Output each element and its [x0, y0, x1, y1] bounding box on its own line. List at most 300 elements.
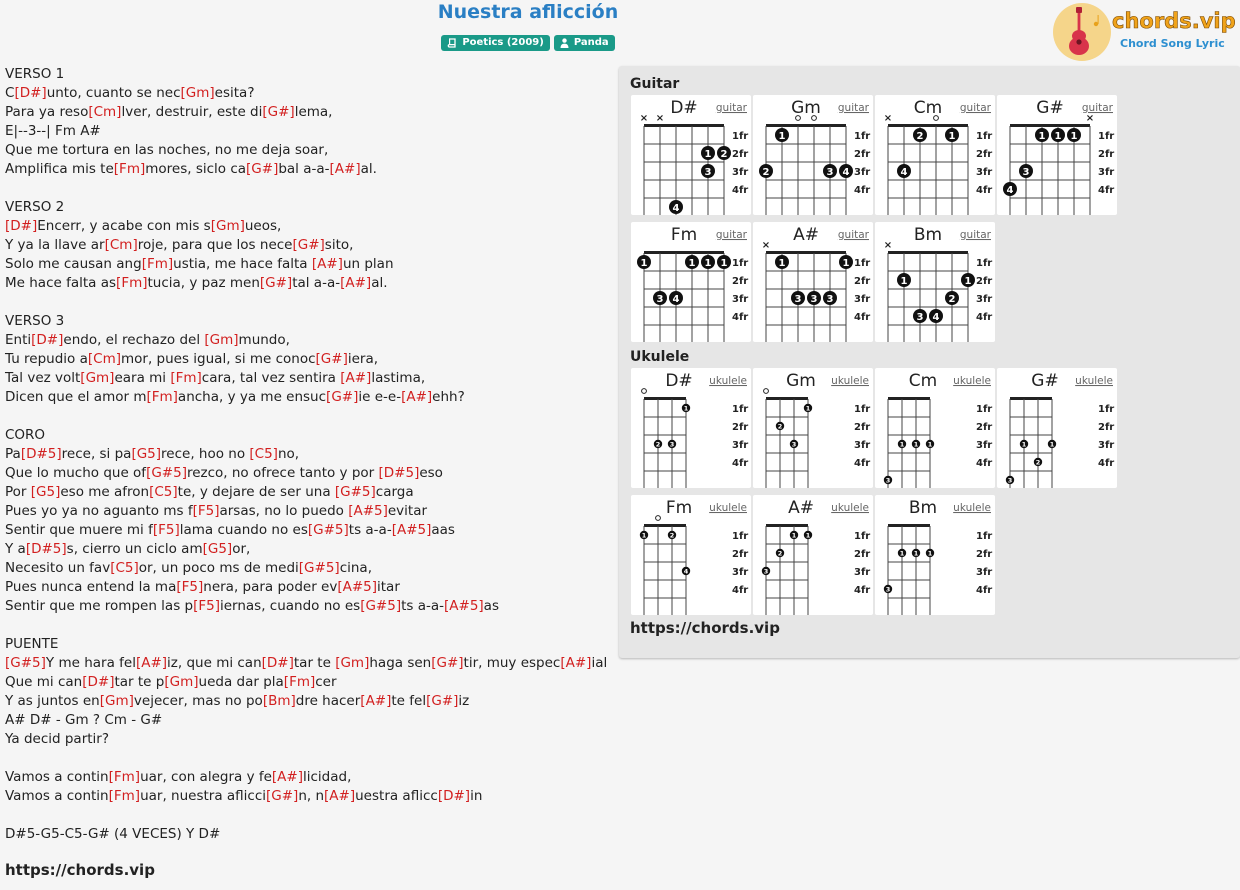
chord-marker[interactable]: [G#]: [326, 389, 359, 405]
finger-number: 1: [640, 258, 648, 269]
chord-marker[interactable]: [D#]: [437, 788, 471, 804]
chord-marker[interactable]: [C5]: [149, 484, 178, 500]
finger-number: 3: [885, 585, 891, 594]
lyric-line: [5, 445, 615, 464]
lyric-text: ueos,: [244, 218, 282, 234]
chord-marker[interactable]: [G#]: [262, 104, 295, 120]
lyric-line: [5, 426, 615, 445]
chord-marker[interactable]: [Fm]: [108, 788, 141, 804]
lyric-text: D#5-G5-C5-G# (4 VECES) Y D#: [5, 826, 221, 842]
chord-marker[interactable]: [Fm]: [141, 256, 174, 272]
instrument-link[interactable]: guitar: [959, 229, 991, 241]
lyric-text: esita?: [214, 85, 255, 101]
finger-number: 1: [1054, 131, 1062, 142]
ukulele-chord-card-cm[interactable]: [875, 368, 995, 488]
fret-label: 1fr: [854, 258, 871, 269]
lyric-text: lastima,: [371, 370, 426, 386]
fret-label: 2fr: [854, 422, 871, 433]
fret-label: 1fr: [1098, 131, 1115, 142]
chord-marker[interactable]: [C5]: [249, 446, 278, 462]
finger-number: 1: [913, 440, 919, 449]
finger-number: 1: [1038, 131, 1046, 142]
finger-number: 4: [672, 294, 680, 305]
lyric-text: carga: [375, 484, 414, 500]
finger-number: 3: [810, 294, 818, 305]
lyric-line: [5, 198, 615, 217]
chord-marker[interactable]: [A#5]: [348, 503, 388, 519]
ukulele-chord-card-bm[interactable]: [875, 495, 995, 615]
chord-marker[interactable]: [Fm]: [113, 161, 146, 177]
lyric-text: Sentir que muere mi f: [5, 522, 153, 538]
lyric-text: VERSO 3: [5, 313, 65, 329]
chord-marker[interactable]: [Gm]: [80, 370, 115, 386]
finger-number: 1: [927, 440, 933, 449]
lyric-text: Y ya la llave ar: [5, 237, 105, 253]
finger-number: 1: [778, 258, 786, 269]
ukulele-chord-card-gsharp[interactable]: [997, 368, 1117, 488]
chord-marker[interactable]: [Gm]: [204, 332, 239, 348]
chord-marker[interactable]: [A#]: [360, 693, 392, 709]
lyric-text: eso: [419, 465, 443, 481]
chord-name: Cm: [913, 98, 943, 118]
fret-label: 2fr: [976, 549, 993, 560]
finger-number: 3: [1022, 167, 1030, 178]
chord-name: Gm: [786, 371, 816, 391]
fret-label: 3fr: [854, 440, 871, 451]
lyric-text: ancha, y ya me ensuc: [177, 389, 327, 405]
instrument-link[interactable]: guitar: [715, 102, 747, 114]
instrument-link[interactable]: guitar: [715, 229, 747, 241]
finger-number: 1: [683, 404, 689, 413]
chord-name: G#: [1036, 98, 1064, 118]
lyric-text: rece, hoo no: [161, 446, 250, 462]
chord-marker[interactable]: [F5]: [192, 503, 220, 519]
chord-marker[interactable]: [G#5]: [298, 560, 340, 576]
lyric-text: tal a-a-: [292, 275, 341, 291]
chord-name: Cm: [908, 371, 938, 391]
chord-marker[interactable]: [D#5]: [25, 541, 67, 557]
chord-name: Gm: [791, 98, 821, 118]
lyric-text: Enti: [5, 332, 32, 348]
finger-number: 3: [916, 312, 924, 323]
song-badges: [0, 35, 1056, 51]
chord-marker[interactable]: [G#]: [259, 275, 293, 291]
fret-label: 4fr: [732, 312, 749, 323]
lyrics-footer-link[interactable]: https://chords.vip: [5, 861, 155, 879]
chord-nut: [766, 524, 808, 527]
lyric-text: endo, el rechazo del: [63, 332, 205, 348]
finger-number: 1: [704, 149, 712, 160]
guitar-chord-card-gm[interactable]: [753, 95, 873, 215]
logo-tagline: Chord Song Lyric: [1120, 37, 1225, 50]
chord-marker[interactable]: [Fm]: [108, 769, 141, 785]
lyric-text: Pa: [5, 446, 21, 462]
guitar-chord-card-bm[interactable]: [875, 222, 995, 342]
lyric-text: ehh?: [432, 389, 465, 405]
lyric-text: Y as juntos en: [5, 693, 100, 709]
chord-marker[interactable]: [A#]: [329, 161, 361, 177]
lyric-line: [5, 711, 615, 730]
chord-marker[interactable]: [Gm]: [210, 218, 245, 234]
lyric-line: [5, 293, 615, 312]
chord-nut: [1010, 124, 1090, 127]
fret-label: 3fr: [1098, 167, 1115, 178]
lyric-text: no,: [277, 446, 300, 462]
guitar-chord-card-asharp[interactable]: [753, 222, 873, 342]
chord-marker[interactable]: [D#]: [31, 332, 64, 348]
finger-number: 2: [762, 167, 770, 178]
fret-label: 4fr: [1098, 185, 1115, 196]
finger-number: 1: [720, 258, 728, 269]
song-title: Nuestra aflicción: [437, 1, 619, 23]
chord-marker[interactable]: [A#]: [271, 769, 303, 785]
lyric-text: al.: [371, 275, 388, 291]
chord-marker[interactable]: [D#]: [14, 85, 47, 101]
chord-marker[interactable]: [Gm]: [180, 85, 215, 101]
chord-marker[interactable]: [Cm]: [104, 237, 138, 253]
finger-number: 4: [672, 203, 680, 214]
chord-marker[interactable]: [Cm]: [88, 104, 122, 120]
finger-number: 3: [791, 440, 797, 449]
chord-marker[interactable]: [G#]: [292, 237, 325, 253]
chord-marker[interactable]: [G5]: [131, 446, 162, 462]
finger-number: 3: [794, 294, 802, 305]
finger-number: 2: [655, 440, 661, 449]
lyric-line: [5, 274, 615, 293]
finger-number: 1: [778, 131, 786, 142]
lyric-text: Tu repudio a: [5, 351, 88, 367]
fret-label: 4fr: [854, 458, 871, 469]
finger-number: 3: [656, 294, 664, 305]
chord-marker[interactable]: [A#]: [135, 655, 168, 671]
lyric-text: un plan: [342, 256, 394, 272]
fret-label: 1fr: [1098, 404, 1115, 415]
chord-marker[interactable]: [D#]: [261, 655, 294, 671]
lyric-text: Me hace falta as: [5, 275, 117, 291]
lyric-text: eso me afron: [60, 484, 150, 500]
chord-marker[interactable]: [A#]: [340, 275, 372, 291]
chord-marker[interactable]: [A#]: [401, 389, 433, 405]
muted-string-marker: ×: [639, 113, 649, 124]
finger-number: 3: [763, 567, 769, 576]
chord-marker[interactable]: [D#]: [82, 674, 115, 690]
lyric-line: [5, 65, 615, 84]
lyric-text: Y me hara fel: [45, 655, 136, 671]
finger-number: 1: [1070, 131, 1078, 142]
muted-string-marker: ×: [1085, 113, 1095, 124]
lyric-text: Ya decid partir?: [5, 731, 110, 747]
lyric-text: rece, si pa: [61, 446, 132, 462]
fret-label: 2fr: [1098, 422, 1115, 433]
lyric-text: aas: [431, 522, 455, 538]
finger-number: 3: [704, 167, 712, 178]
lyric-line: [5, 312, 615, 331]
fret-label: 4fr: [732, 458, 749, 469]
lyric-line: [5, 331, 615, 350]
chord-marker[interactable]: [Fm]: [146, 389, 178, 405]
chord-marker[interactable]: [Gm]: [335, 655, 370, 671]
lyric-text: iz, que mi can: [167, 655, 262, 671]
lyric-text: unto, cuanto se nec: [46, 85, 181, 101]
lyric-line: [5, 255, 615, 274]
lyric-line: [5, 635, 615, 654]
fret-label: 3fr: [976, 294, 993, 305]
instrument-link[interactable]: ukulele: [831, 502, 869, 514]
logo-brand: chords.vip: [1112, 9, 1236, 33]
lyric-text: Vamos a contin: [5, 769, 109, 785]
fret-label: 3fr: [976, 567, 993, 578]
chord-marker[interactable]: [Gm]: [99, 693, 134, 709]
lyric-line: [5, 84, 615, 103]
lyric-text: Que lo mucho que of: [5, 465, 147, 481]
instrument-link[interactable]: ukulele: [953, 375, 991, 387]
chord-marker[interactable]: [Bm]: [262, 693, 296, 709]
lyric-line: [5, 483, 615, 502]
lyric-line: [5, 787, 615, 806]
chord-marker[interactable]: [G#5]: [334, 484, 376, 500]
chord-marker[interactable]: [A#5]: [391, 522, 432, 538]
finger-number: 1: [964, 276, 972, 287]
muted-string-marker: ×: [655, 113, 665, 124]
chord-name: A#: [793, 225, 819, 245]
lyric-line: [5, 825, 615, 844]
chord-marker[interactable]: [G#5]: [5, 655, 46, 671]
finger-number: 1: [948, 131, 956, 142]
fret-label: 4fr: [732, 185, 749, 196]
fret-label: 2fr: [732, 276, 749, 287]
guitar-chord-card-gsharp[interactable]: [997, 95, 1117, 215]
open-string-marker: [764, 389, 769, 394]
lyric-text: Y a: [5, 541, 26, 557]
guitar-chord-card-cm[interactable]: [875, 95, 995, 215]
lyric-line: [5, 654, 615, 673]
chord-marker[interactable]: [Gm]: [164, 674, 199, 690]
chord-name: Bm: [908, 498, 938, 518]
lyric-text: Necesito un fav: [5, 560, 111, 576]
chord-nut: [888, 251, 968, 254]
lyric-line: [5, 369, 615, 388]
muted-string-marker: ×: [761, 240, 771, 251]
fret-label: 2fr: [976, 276, 993, 287]
fret-label: 3fr: [854, 167, 871, 178]
chord-marker[interactable]: [F5]: [152, 522, 180, 538]
chord-marker[interactable]: [Fm]: [170, 370, 202, 386]
chord-nut: [888, 124, 968, 127]
chord-marker[interactable]: [A#]: [311, 256, 343, 272]
lyric-text: iz: [458, 693, 470, 709]
chord-marker[interactable]: [A#]: [324, 788, 356, 804]
panel-footer-link[interactable]: https://chords.vip: [630, 619, 780, 637]
lyric-line: [5, 540, 615, 559]
fret-label: 4fr: [854, 585, 871, 596]
chord-marker[interactable]: [G#]: [266, 788, 299, 804]
chord-nut: [644, 124, 724, 127]
chord-marker[interactable]: [G5]: [30, 484, 61, 500]
lyric-text: eara mi: [114, 370, 171, 386]
finger-number: 1: [791, 531, 797, 540]
finger-number: 1: [1021, 440, 1027, 449]
lyric-text: Para ya reso: [5, 104, 89, 120]
finger-number: 1: [704, 258, 712, 269]
chord-marker[interactable]: [D#]: [5, 218, 38, 234]
chord-marker[interactable]: [A#5]: [337, 579, 378, 595]
fret-label: 1fr: [854, 404, 871, 415]
chord-nut: [644, 397, 686, 400]
lyric-text: lama cuando no es: [179, 522, 308, 538]
lyric-text: Pues yo ya no aguanto ms f: [5, 503, 193, 519]
lyric-text: uestra aflicc: [355, 788, 438, 804]
lyric-text: sito,: [324, 237, 354, 253]
lyric-text: Tal vez volt: [5, 370, 81, 386]
lyric-text: Que me tortura en las noches, no me deja soar,: [5, 142, 329, 158]
instrument-link[interactable]: ukulele: [709, 375, 747, 387]
lyric-text: CORO: [5, 427, 46, 443]
lyric-line: [5, 749, 615, 768]
chord-marker[interactable]: [G#]: [426, 693, 459, 709]
chord-marker[interactable]: [D#5]: [378, 465, 420, 481]
chord-nut: [766, 251, 846, 254]
chord-marker[interactable]: [Fm]: [283, 674, 316, 690]
fret-label: 1fr: [732, 131, 749, 142]
finger-number: 2: [1035, 458, 1041, 467]
fret-label: 3fr: [732, 294, 749, 305]
lyric-text: Que mi can: [5, 674, 83, 690]
fret-label: 1fr: [854, 531, 871, 542]
lyric-text: n, n: [298, 788, 325, 804]
fret-label: 1fr: [976, 131, 993, 142]
instrument-link[interactable]: guitar: [959, 102, 991, 114]
lyric-text: licidad,: [303, 769, 352, 785]
fret-label: 1fr: [732, 531, 749, 542]
finger-number: 1: [688, 258, 696, 269]
lyric-text: lver, destruir, este di: [121, 104, 263, 120]
chord-marker[interactable]: [Cm]: [87, 351, 121, 367]
lyric-line: [5, 806, 615, 825]
lyric-text: arsas, no lo puedo: [219, 503, 349, 519]
ukulele-chord-card-gm[interactable]: [753, 368, 873, 488]
lyric-line: [5, 236, 615, 255]
chord-name: Fm: [665, 498, 693, 518]
lyric-text: Solo me causan ang: [5, 256, 142, 272]
lyric-text: mor, pues igual, si me conoc: [121, 351, 316, 367]
instrument-link[interactable]: guitar: [837, 229, 869, 241]
chord-marker[interactable]: [G5]: [202, 541, 233, 557]
chord-marker[interactable]: [G#5]: [360, 598, 402, 614]
ukulele-chord-card-fm[interactable]: [631, 495, 751, 615]
finger-number: 3: [885, 476, 891, 485]
instrument-link[interactable]: guitar: [1081, 102, 1113, 114]
album-badge[interactable]: [441, 35, 550, 51]
chord-marker[interactable]: [G#5]: [146, 465, 187, 481]
chord-nut: [888, 397, 930, 400]
lyric-line: [5, 673, 615, 692]
chord-name: D#: [670, 98, 698, 118]
chord-marker[interactable]: [A#]: [560, 655, 592, 671]
lyric-text: Amplifica mis te: [5, 161, 114, 177]
chord-marker[interactable]: [F5]: [193, 598, 220, 614]
lyric-text: ustia, me hace falta: [173, 256, 312, 272]
lyric-text: rezco, no ofrece tanto y por: [186, 465, 379, 481]
lyric-line: [5, 141, 615, 160]
instrument-link[interactable]: ukulele: [709, 502, 747, 514]
lyric-text: iera,: [347, 351, 379, 367]
open-string-marker: [642, 389, 647, 394]
instrument-link[interactable]: ukulele: [831, 375, 869, 387]
fret-label: 1fr: [976, 258, 993, 269]
chord-name: Fm: [670, 225, 698, 245]
fret-label: 1fr: [976, 531, 993, 542]
instrument-link[interactable]: ukulele: [1075, 375, 1113, 387]
fret-label: 4fr: [976, 312, 993, 323]
fret-label: 4fr: [1098, 458, 1115, 469]
artist-badge[interactable]: [554, 35, 615, 51]
guitar-chord-card-fm[interactable]: [631, 222, 751, 342]
lyric-text: haga sen: [369, 655, 432, 671]
lyric-text: tucia, y paz men: [147, 275, 260, 291]
lyric-text: itar: [377, 579, 400, 595]
chord-name: D#: [665, 371, 693, 391]
lyric-line: [5, 692, 615, 711]
lyric-text: E|--3--| Fm A#: [5, 123, 101, 139]
lyric-line: [5, 521, 615, 540]
chord-name: A#: [788, 498, 814, 518]
chord-marker[interactable]: [F5]: [176, 579, 204, 595]
chord-nut: [888, 524, 930, 527]
lyric-text: te, y dejare de ser una: [177, 484, 335, 500]
guitar-chord-card-dsharp[interactable]: [631, 95, 751, 215]
lyric-text: ts a-a-: [401, 598, 444, 614]
chord-marker[interactable]: [Fm]: [116, 275, 148, 291]
instrument-link[interactable]: guitar: [837, 102, 869, 114]
chord-marker[interactable]: [G#5]: [307, 522, 349, 538]
fret-label: 2fr: [976, 149, 993, 160]
lyric-line: [5, 502, 615, 521]
lyric-text: Vamos a contin: [5, 788, 109, 804]
finger-number: 4: [932, 312, 940, 323]
chord-marker[interactable]: [A#5]: [444, 598, 484, 614]
ukulele-chord-card-dsharp[interactable]: [631, 368, 751, 488]
chord-marker[interactable]: [C5]: [110, 560, 139, 576]
chord-marker[interactable]: [G#]: [315, 351, 348, 367]
fret-label: 2fr: [732, 422, 749, 433]
lyric-line: [5, 616, 615, 635]
user-icon: [560, 38, 569, 48]
chord-nut: [644, 251, 724, 254]
finger-number: 2: [669, 531, 675, 540]
finger-number: 1: [641, 531, 647, 540]
chord-marker[interactable]: [A#]: [340, 370, 372, 386]
instrument-link[interactable]: ukulele: [953, 502, 991, 514]
fret-label: 3fr: [976, 167, 993, 178]
guitar-section-label: Guitar: [630, 76, 680, 92]
chord-marker[interactable]: [G#]: [431, 655, 464, 671]
finger-number: 2: [916, 131, 924, 142]
chord-marker[interactable]: [G#]: [246, 161, 279, 177]
lyric-text: A# D# - Gm ? Cm - G#: [5, 712, 163, 728]
fret-label: 4fr: [854, 312, 871, 323]
chord-nut: [766, 124, 846, 127]
chords-vip-logo[interactable]: [1052, 2, 1238, 64]
finger-number: 1: [899, 549, 905, 558]
lyric-line: [5, 350, 615, 369]
fret-label: 2fr: [1098, 149, 1115, 160]
chord-marker[interactable]: [D#5]: [20, 446, 62, 462]
fret-label: 3fr: [732, 440, 749, 451]
lyric-text: or,: [232, 541, 251, 557]
ukulele-chord-card-asharp[interactable]: [753, 495, 873, 615]
chord-nut: [644, 524, 686, 527]
lyric-text: PUENTE: [5, 636, 59, 652]
